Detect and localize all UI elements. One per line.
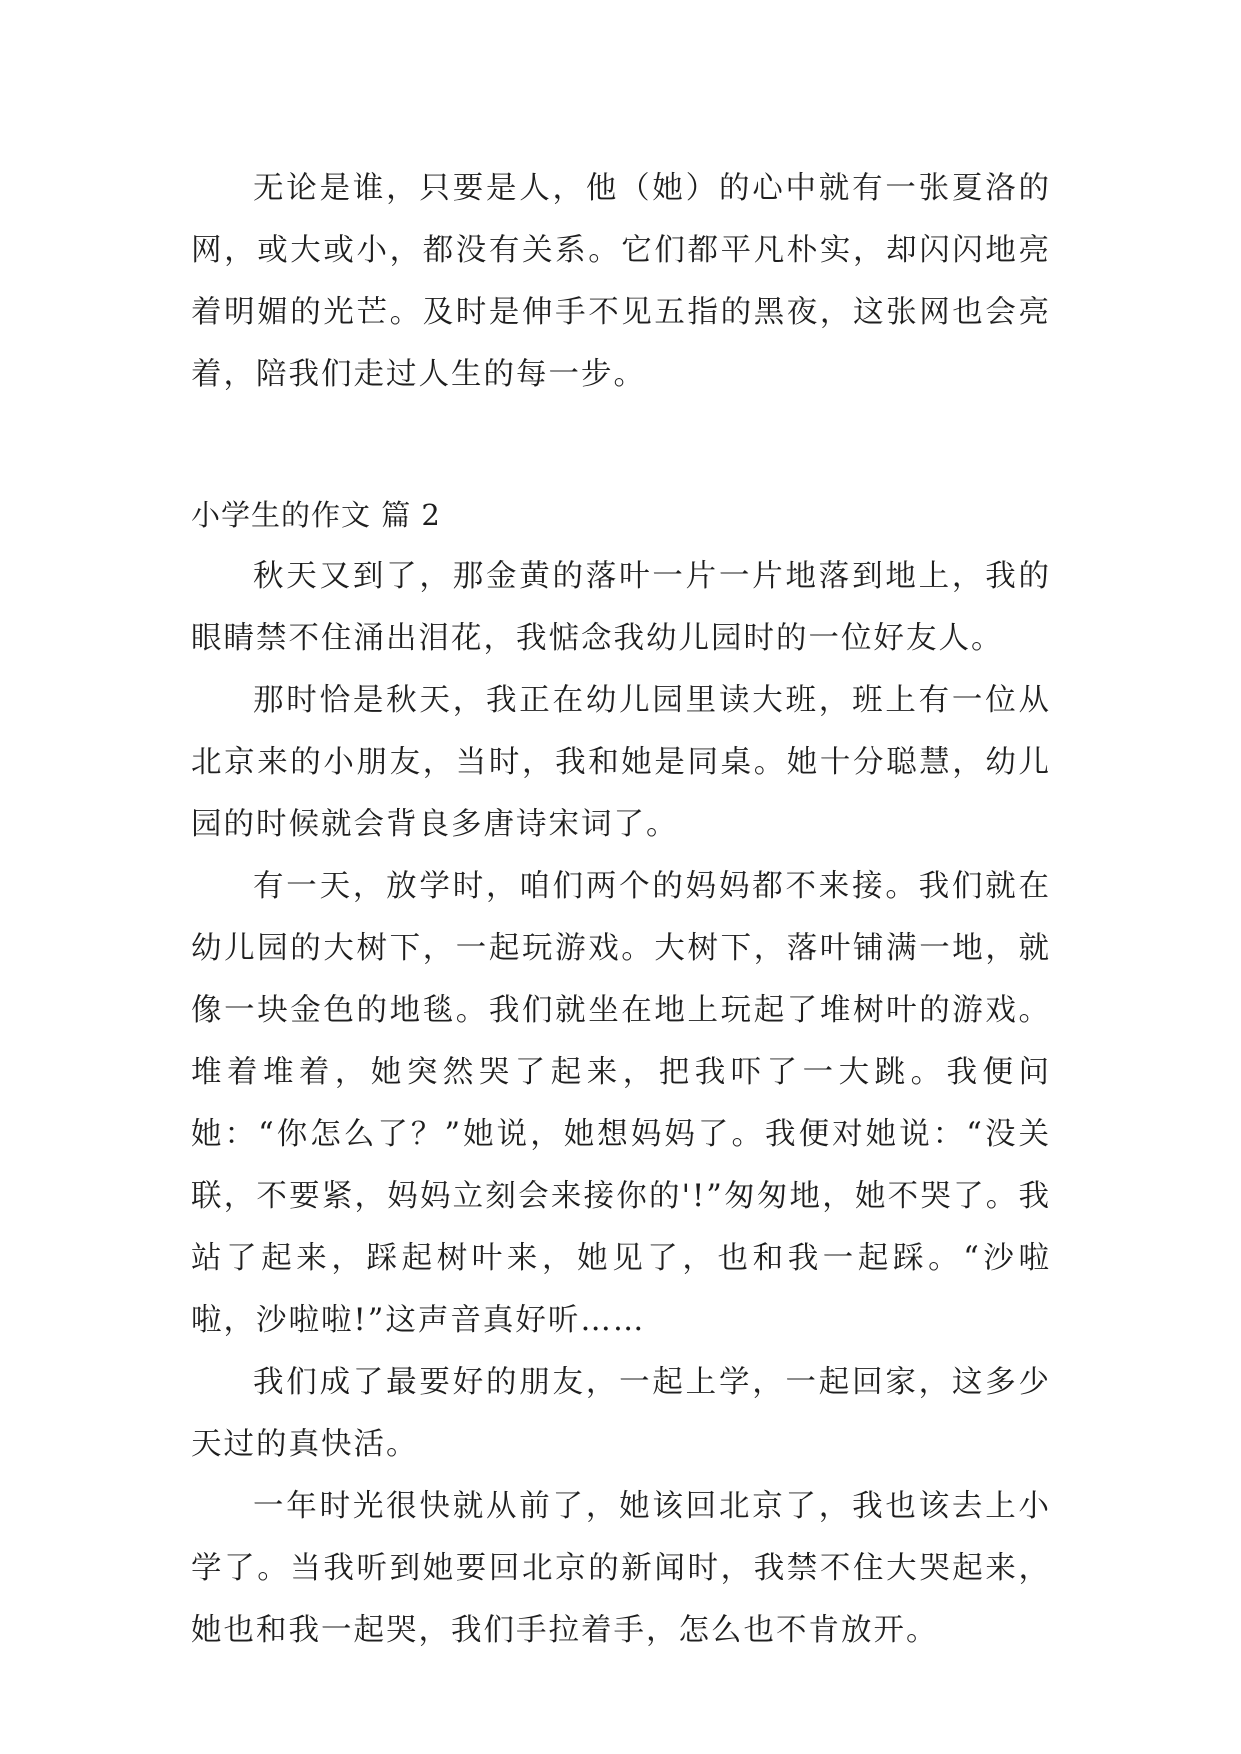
document-body: [191, 158, 1051, 1662]
paragraph: 我们成了最要好的朋友，一起上学，一起回家，这多少天过的真快活。: [191, 1365, 1051, 1462]
paragraph: 那时恰是秋天，我正在幼儿园里读大班，班上有一位从北京来的小朋友，当时，我和她是同桌。她十分聪慧，幼儿园的时候就会背良多唐诗宋词了。: [191, 683, 1051, 842]
section-heading: 小学生的作文 篇 2: [191, 498, 441, 532]
paragraph: 一年时光很快就从前了，她该回北京了，我也该去上小学了。当我听到她要回北京的新闻时，我禁不住大哭起来，她也和我一起哭，我们手拉着手，怎么也不肯放开。: [191, 1489, 1051, 1648]
paragraph-closing: 无论是谁，只要是人，他（她）的心中就有一张夏洛的网，或大或小，都没有关系。它们都平凡朴实，却闪闪地亮着明媚的光芒。及时是伸手不见五指的黑夜，这张网也会亮着，陪我们走过人生的每一步。: [191, 171, 1051, 392]
section-gap: [191, 406, 1051, 484]
paragraph: 有一天，放学时，咱们两个的妈妈都不来接。我们就在幼儿园的大树下，一起玩游戏。大树下，落叶铺满一地，就像一块金色的地毯。我们就坐在地上玩起了堆树叶的游戏。堆着堆着，她突然哭了起来，把我吓了一大跳。我便问她：“你怎么了？”她说，她想妈妈了。我便对她说：“没关联，不要紧，妈妈立刻会来接你的'!”匆匆地，她不哭了。我站了起来，踩起树叶来，她见了，也和我一起踩。“沙啦啦，沙啦啦!”这声音真好听……: [191, 869, 1051, 1338]
paragraph: 秋天又到了，那金黄的落叶一片一片地落到地上，我的眼睛禁不住涌出泪花，我惦念我幼儿园时的一位好友人。: [191, 559, 1051, 656]
